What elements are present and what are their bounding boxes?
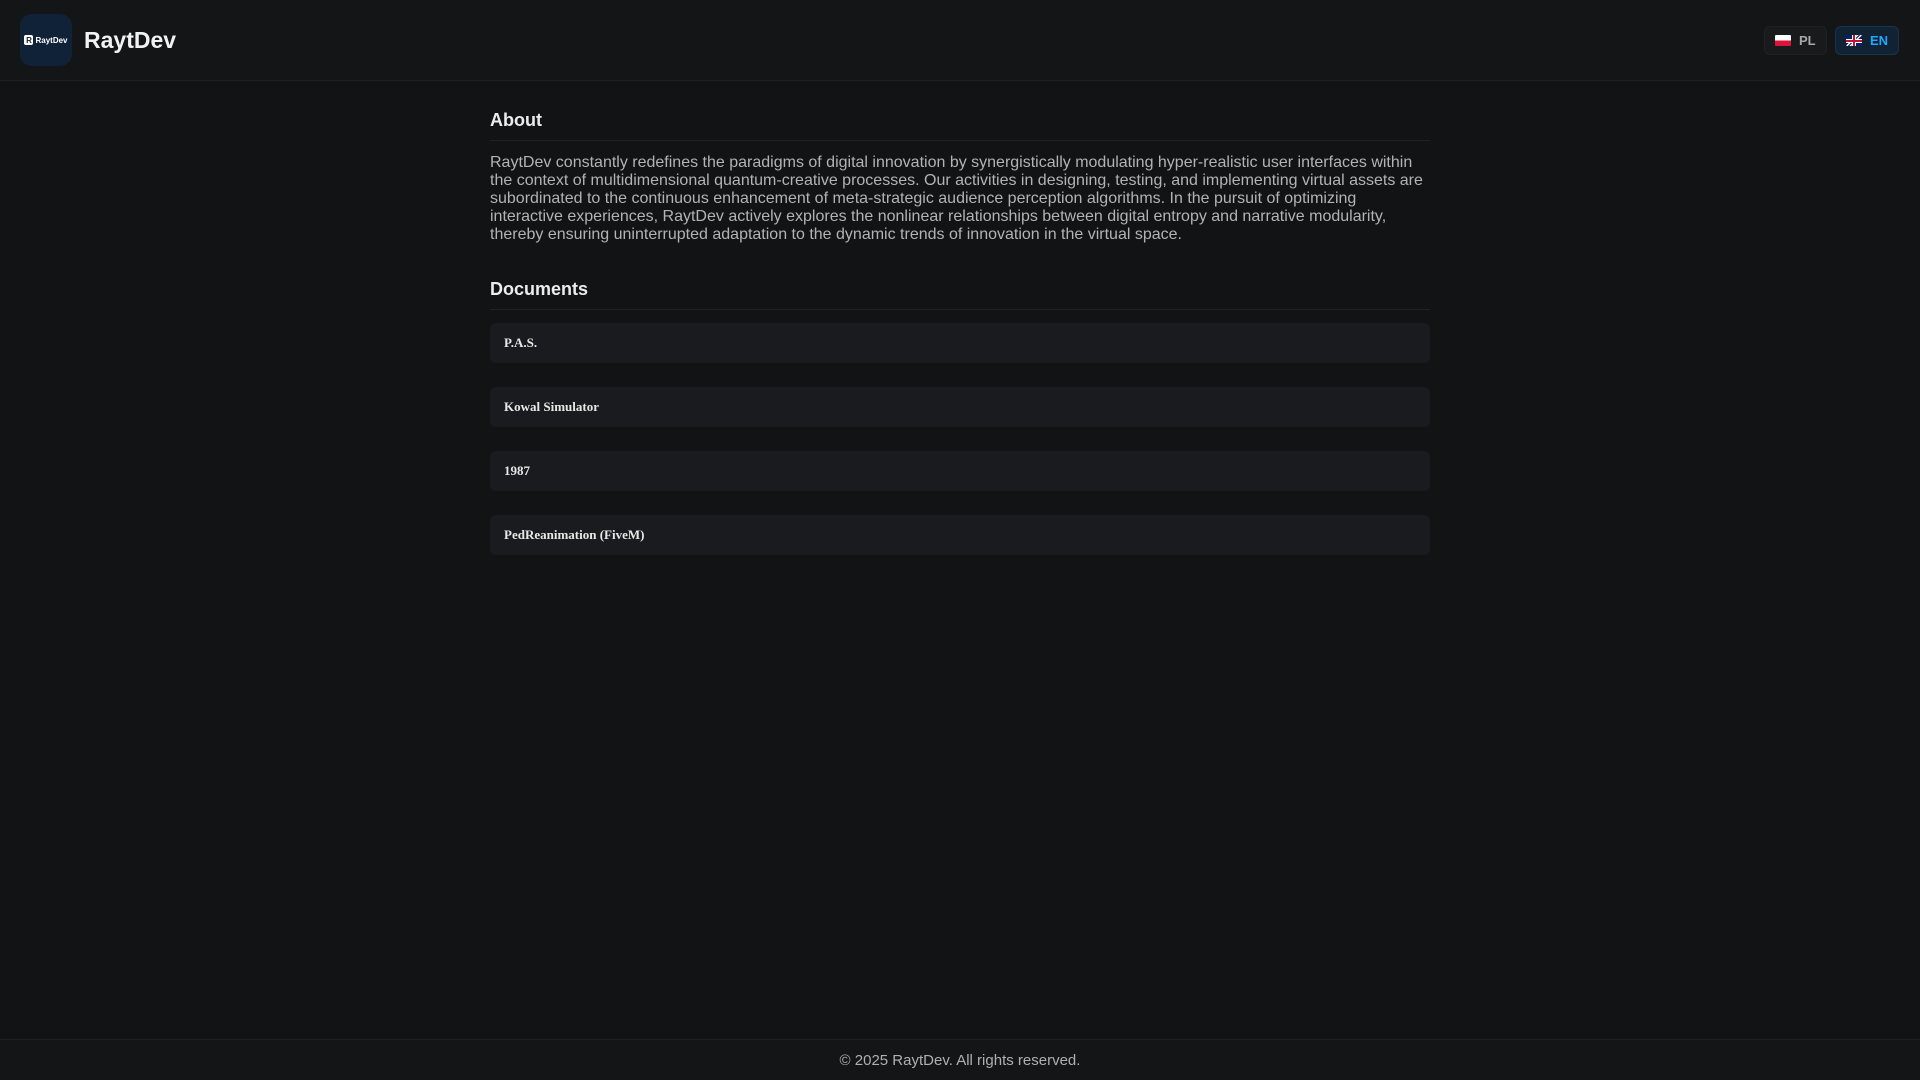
- language-button-pl[interactable]: [1764, 26, 1827, 55]
- logo-mark-icon: R: [26, 35, 32, 45]
- flag-uk-icon: [1846, 35, 1862, 46]
- site-footer: [0, 1039, 1920, 1080]
- language-label-pl: PL: [1799, 33, 1816, 48]
- document-item-kowal-simulator[interactable]: [490, 387, 1430, 427]
- document-label: Kowal Simulator: [504, 399, 599, 414]
- copyright-text: © 2025 RaytDev. All rights reserved.: [839, 1051, 1081, 1069]
- document-item-1987[interactable]: [490, 451, 1430, 491]
- documents-title: Documents: [490, 279, 1430, 310]
- about-text: RaytDev constantly redefines the paradigms of digital innovation by synergistically modulating hyper-realistic user interfaces within the context of multidimensional quantum-creative processes. Our activities in designing, testing, and implementing virtual assets are subordinated to the continuous enhancement of meta-strategic audience perception algorithms. In the pursuit of optimizing interactive experiences, RaytDev actively explores the nonlinear relationships between digital entropy and narrative modularity, thereby ensuring uninterrupted adaptation to the dynamic trends of innovation in the virtual space.: [490, 154, 1423, 243]
- main-content: [490, 110, 1430, 579]
- language-label-en: EN: [1870, 33, 1889, 48]
- document-item-pas[interactable]: [490, 323, 1430, 363]
- language-button-en[interactable]: [1835, 26, 1899, 55]
- document-label: P.A.S.: [504, 335, 538, 350]
- document-item-pedreanimation[interactable]: [490, 515, 1430, 555]
- about-section: [490, 110, 1430, 244]
- brand[interactable]: [20, 14, 176, 66]
- brand-name[interactable]: RaytDev: [84, 26, 177, 53]
- documents-section: [490, 279, 1430, 555]
- site-header: [0, 0, 1920, 81]
- flag-pl-icon: [1775, 35, 1791, 46]
- logo-text: RaytDev: [35, 35, 68, 45]
- about-title: About: [490, 110, 1430, 141]
- document-label: PedReanimation (FiveM): [504, 527, 645, 542]
- logo[interactable]: [20, 14, 72, 66]
- document-label: 1987: [504, 463, 530, 478]
